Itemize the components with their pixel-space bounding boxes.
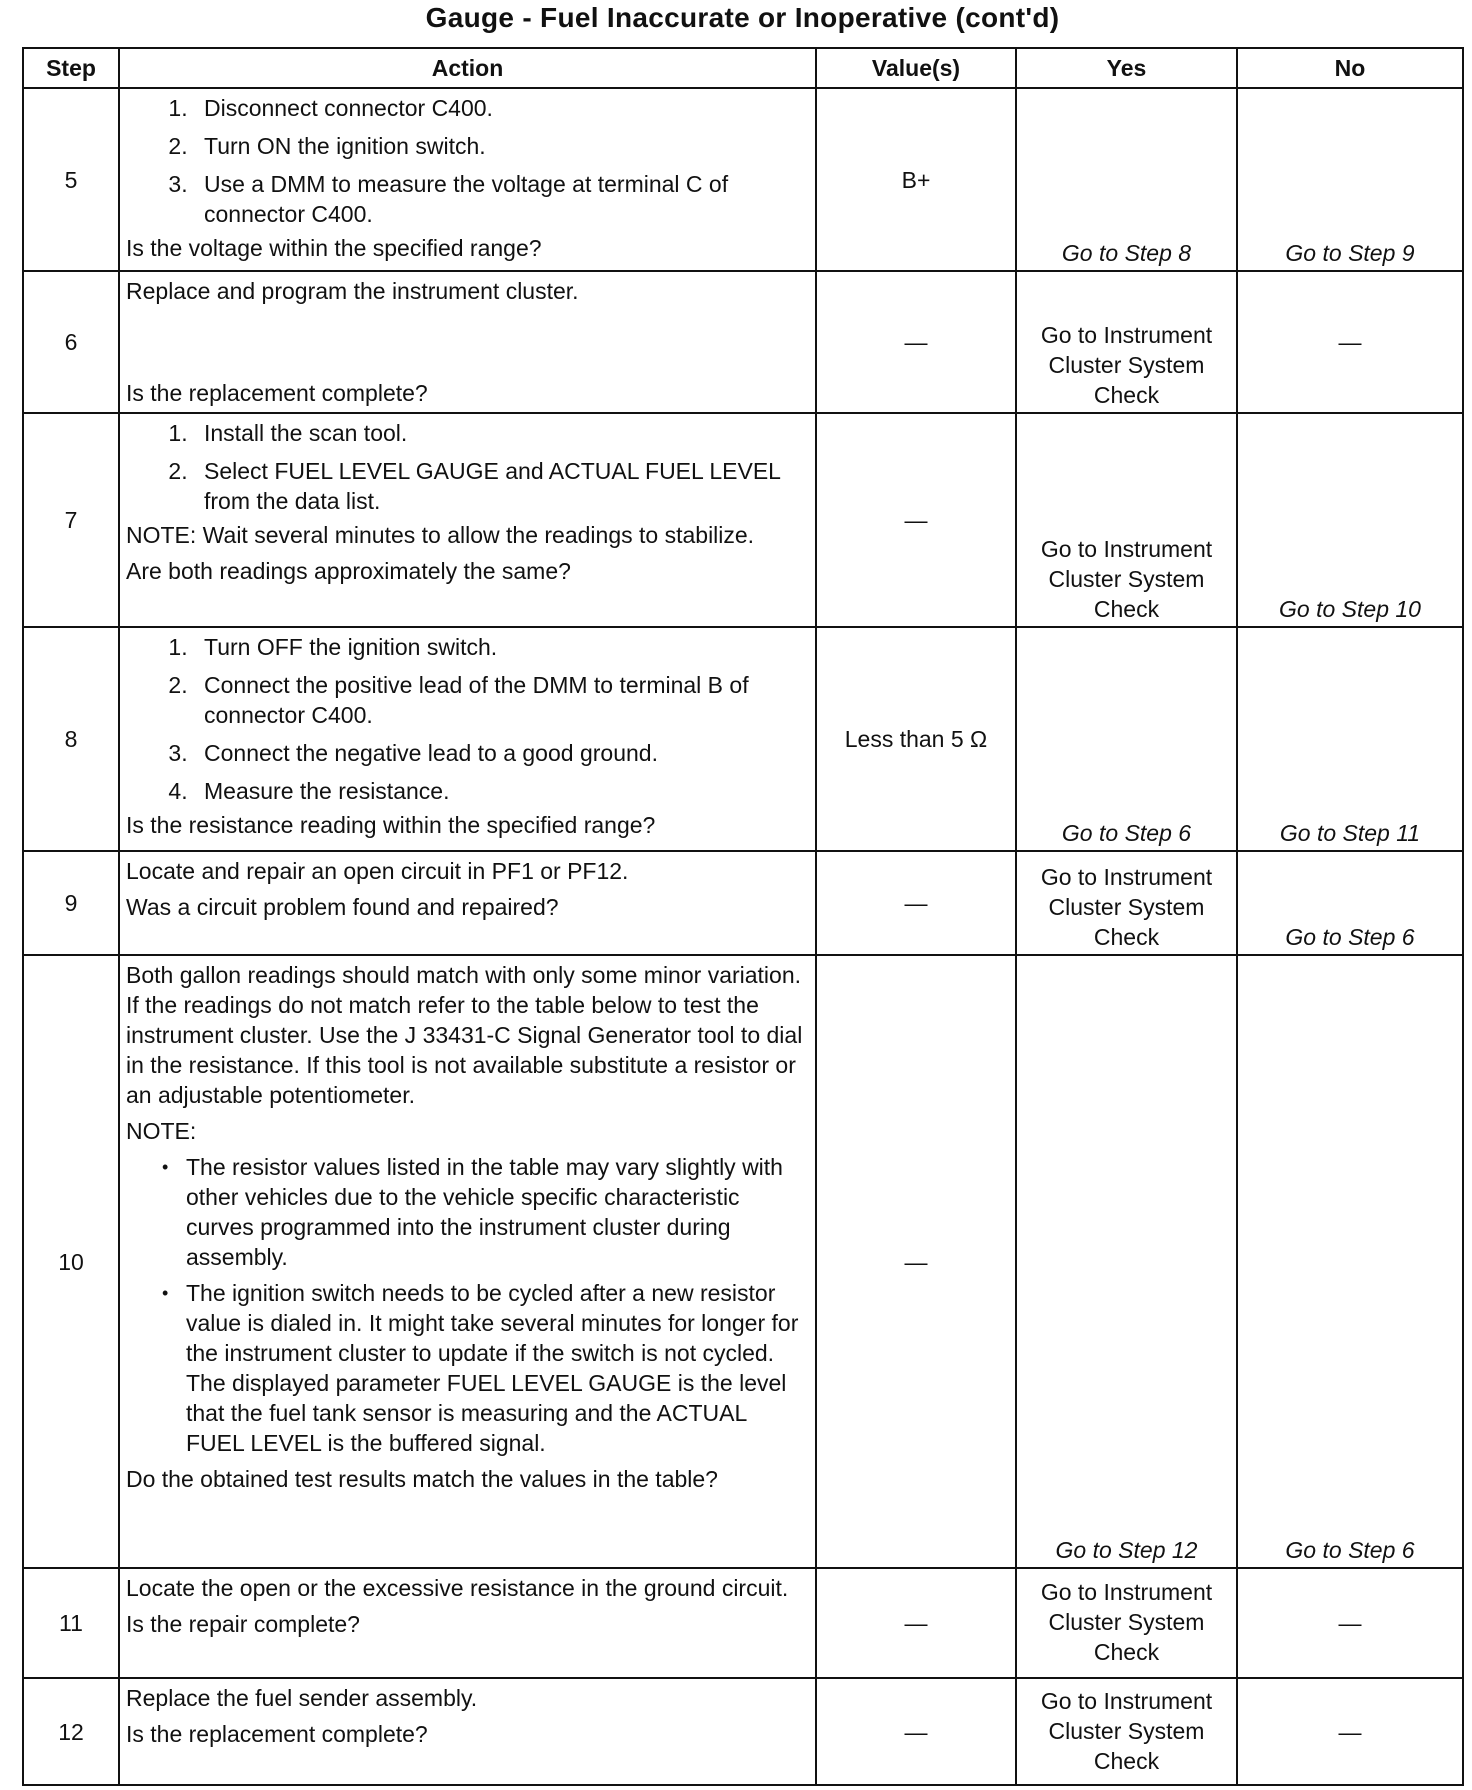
value-cell: — bbox=[816, 413, 1016, 627]
action-step: 2. Connect the positive lead of the DMM to terminal B of connector C400. bbox=[194, 670, 803, 730]
table-row bbox=[23, 1568, 1463, 1678]
table-row bbox=[23, 851, 1463, 955]
yes-cell: Go to Instrument Cluster System Check bbox=[1016, 1678, 1237, 1785]
action-step: 4. Measure the resistance. bbox=[194, 776, 803, 806]
goto-link: Go to Step 10 bbox=[1279, 596, 1421, 622]
yes-cell: Go to Instrument Cluster System Check bbox=[1016, 1568, 1237, 1678]
header-step: Step bbox=[23, 48, 119, 88]
action-cell bbox=[119, 1678, 816, 1785]
action-cell bbox=[119, 627, 816, 851]
step-number: 6 bbox=[23, 271, 119, 413]
table-row bbox=[23, 271, 1463, 413]
table-row bbox=[23, 413, 1463, 627]
page-title: Gauge - Fuel Inaccurate or Inoperative (cont'd) bbox=[425, 2, 1060, 33]
step-number: 10 bbox=[23, 955, 119, 1568]
action-steps bbox=[126, 93, 803, 229]
header-yes: Yes bbox=[1016, 48, 1237, 88]
no-cell bbox=[1237, 627, 1463, 851]
step-number: 11 bbox=[23, 1568, 119, 1678]
table-row bbox=[23, 955, 1463, 1568]
goto-link: Go to Step 6 bbox=[1285, 1537, 1415, 1563]
action-question: Is the replacement complete? bbox=[126, 380, 428, 406]
goto-link: Go to Step 6 bbox=[1061, 820, 1192, 846]
header-no: No bbox=[1237, 48, 1463, 88]
action-cell bbox=[119, 271, 816, 413]
yes-cell: Go to Instrument Cluster System Check bbox=[1016, 851, 1237, 955]
action-text: Locate and repair an open circuit in PF1 or PF12. bbox=[126, 858, 629, 884]
action-question: Is the repair complete? bbox=[126, 1611, 360, 1637]
action-cell bbox=[119, 1568, 816, 1678]
no-cell: — bbox=[1237, 271, 1463, 413]
step-number: 7 bbox=[23, 413, 119, 627]
table-row bbox=[23, 88, 1463, 271]
note-bullets bbox=[126, 1152, 803, 1458]
action-step: 2. Turn ON the ignition switch. bbox=[194, 131, 803, 161]
goto-link: Go to Step 11 bbox=[1279, 820, 1421, 846]
action-step: 1. Turn OFF the ignition switch. bbox=[194, 632, 803, 662]
note-label: NOTE: bbox=[126, 1118, 197, 1144]
action-cell bbox=[119, 955, 816, 1568]
value-cell: — bbox=[816, 1568, 1016, 1678]
action-steps bbox=[126, 632, 803, 806]
action-text: Replace the fuel sender assembly. bbox=[126, 1685, 478, 1711]
note-bullet: • The resistor values listed in the table may vary slightly with other vehicles due to the vehicle specific characteristic curves programmed into the instrument cluster during assembly. bbox=[186, 1152, 803, 1272]
diagnostic-table bbox=[22, 47, 1464, 1786]
goto-link: Go to Step 8 bbox=[1061, 240, 1192, 266]
action-text: Locate the open or the excessive resistance in the ground circuit. bbox=[126, 1575, 789, 1601]
action-text: Replace and program the instrument cluster. bbox=[126, 278, 579, 304]
action-question: Is the replacement complete? bbox=[126, 1721, 428, 1747]
table-row bbox=[23, 627, 1463, 851]
action-step: 2. Select FUEL LEVEL GAUGE and ACTUAL FUEL LEVEL from the data list. bbox=[194, 456, 803, 516]
action-cell bbox=[119, 88, 816, 271]
header-action: Action bbox=[119, 48, 816, 88]
action-question: Do the obtained test results match the values in the table? bbox=[126, 1466, 718, 1492]
action-question: Is the resistance reading within the specified range? bbox=[126, 812, 656, 838]
step-number: 12 bbox=[23, 1678, 119, 1785]
action-step: 1. Disconnect connector C400. bbox=[194, 93, 803, 123]
action-step: 3. Use a DMM to measure the voltage at terminal C of connector C400. bbox=[194, 169, 803, 229]
value-cell: Less than 5 Ω bbox=[816, 627, 1016, 851]
no-cell: — bbox=[1237, 1568, 1463, 1678]
action-step: 1. Install the scan tool. bbox=[194, 418, 803, 448]
no-cell bbox=[1237, 413, 1463, 627]
value-cell: — bbox=[816, 955, 1016, 1568]
action-cell bbox=[119, 413, 816, 627]
step-number: 8 bbox=[23, 627, 119, 851]
action-steps bbox=[126, 418, 803, 516]
goto-link: Go to Step 6 bbox=[1285, 924, 1415, 950]
yes-cell: Go to Instrument Cluster System Check bbox=[1016, 271, 1237, 413]
yes-cell bbox=[1016, 88, 1237, 271]
table-row bbox=[23, 1678, 1463, 1785]
header-row bbox=[23, 48, 1463, 88]
action-text: Both gallon readings should match with only some minor variation. If the readings do not match refer to the table below to test the instrument cluster. Use the J 33431-C Signal Generator tool to dial in the resistance. If this tool is not available substitute a resistor or an adjustable potentiometer. bbox=[126, 962, 803, 1108]
action-question: Are both readings approximately the same? bbox=[126, 558, 571, 584]
step-number: 5 bbox=[23, 88, 119, 271]
step-number: 9 bbox=[23, 851, 119, 955]
no-cell bbox=[1237, 851, 1463, 955]
action-question: Was a circuit problem found and repaired? bbox=[126, 894, 559, 920]
goto-link: Go to Step 12 bbox=[1055, 1537, 1198, 1563]
value-cell: B+ bbox=[816, 88, 1016, 271]
value-cell: — bbox=[816, 271, 1016, 413]
no-cell bbox=[1237, 88, 1463, 271]
yes-cell bbox=[1016, 955, 1237, 1568]
no-cell bbox=[1237, 955, 1463, 1568]
value-cell: — bbox=[816, 1678, 1016, 1785]
action-question: Is the voltage within the specified range? bbox=[126, 235, 542, 261]
yes-cell: Go to Instrument Cluster System Check bbox=[1016, 413, 1237, 627]
value-cell: — bbox=[816, 851, 1016, 955]
header-values: Value(s) bbox=[816, 48, 1016, 88]
yes-cell bbox=[1016, 627, 1237, 851]
note-bullet: • The ignition switch needs to be cycled after a new resistor value is dialed in. It might take several minutes for longer for the instrument cluster to update if the switch is not cycled. The displayed parameter FUEL LEVEL GAUGE is the level that the fuel tank sensor is measuring and the ACTUAL FUEL LEVEL is the buffered signal. bbox=[186, 1278, 803, 1458]
action-note: NOTE: Wait several minutes to allow the readings to stabilize. bbox=[126, 522, 755, 548]
action-cell bbox=[119, 851, 816, 955]
no-cell: — bbox=[1237, 1678, 1463, 1785]
action-step: 3. Connect the negative lead to a good ground. bbox=[194, 738, 803, 768]
goto-link: Go to Step 9 bbox=[1285, 240, 1415, 266]
